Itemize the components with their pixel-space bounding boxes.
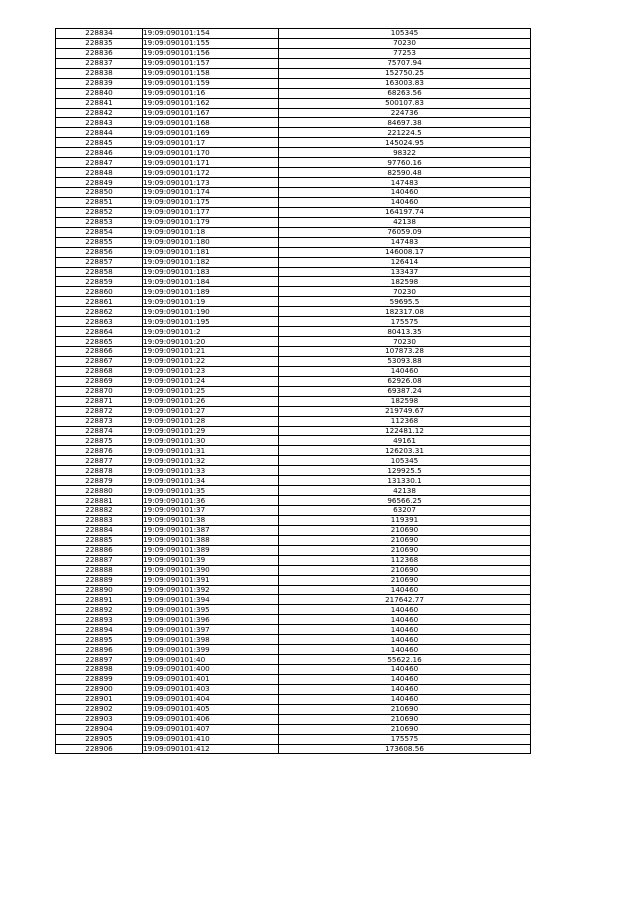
record-id-cell: 228874 [56, 426, 143, 436]
record-id-cell: 228902 [56, 704, 143, 714]
record-id-cell: 228881 [56, 496, 143, 506]
table-row [56, 436, 531, 446]
amount-cell: 49161 [279, 436, 531, 446]
cadastral-number-cell: 19:09:090101:174 [143, 188, 279, 198]
record-id-cell: 228842 [56, 108, 143, 118]
table-row [56, 545, 531, 555]
cadastral-number-cell: 19:09:090101:154 [143, 29, 279, 39]
table-row [56, 217, 531, 227]
cadastral-number-cell: 19:09:090101:25 [143, 386, 279, 396]
amount-cell: 152750.25 [279, 68, 531, 78]
cadastral-number-cell: 19:09:090101:162 [143, 98, 279, 108]
table-row [56, 78, 531, 88]
table-row [56, 724, 531, 734]
record-id-cell: 228866 [56, 347, 143, 357]
cadastral-number-cell: 19:09:090101:395 [143, 605, 279, 615]
amount-cell: 126414 [279, 257, 531, 267]
cadastral-number-cell: 19:09:090101:22 [143, 356, 279, 366]
amount-cell: 96566.25 [279, 496, 531, 506]
record-id-cell: 228858 [56, 267, 143, 277]
table-row [56, 625, 531, 635]
table-row [56, 58, 531, 68]
table-row [56, 684, 531, 694]
record-id-cell: 228884 [56, 525, 143, 535]
table-body [56, 29, 531, 754]
amount-cell: 147483 [279, 178, 531, 188]
amount-cell: 59695.5 [279, 297, 531, 307]
amount-cell: 42138 [279, 217, 531, 227]
record-id-cell: 228871 [56, 396, 143, 406]
record-id-cell: 228845 [56, 138, 143, 148]
amount-cell: 175575 [279, 734, 531, 744]
amount-cell: 53093.88 [279, 356, 531, 366]
cadastral-number-cell: 19:09:090101:34 [143, 476, 279, 486]
record-id-cell: 228867 [56, 356, 143, 366]
table-row [56, 734, 531, 744]
amount-cell: 140460 [279, 605, 531, 615]
amount-cell: 119391 [279, 515, 531, 525]
table-row [56, 327, 531, 337]
table-row [56, 446, 531, 456]
cadastral-number-cell: 19:09:090101:16 [143, 88, 279, 98]
table-row [56, 148, 531, 158]
amount-cell: 210690 [279, 535, 531, 545]
table-row [56, 88, 531, 98]
table-row [56, 38, 531, 48]
cadastral-number-cell: 19:09:090101:189 [143, 287, 279, 297]
table-row [56, 48, 531, 58]
table-row [56, 714, 531, 724]
amount-cell: 70230 [279, 337, 531, 347]
cadastral-number-cell: 19:09:090101:406 [143, 714, 279, 724]
table-row [56, 456, 531, 466]
cadastral-number-cell: 19:09:090101:28 [143, 416, 279, 426]
cadastral-number-cell: 19:09:090101:183 [143, 267, 279, 277]
table-row [56, 376, 531, 386]
record-id-cell: 228856 [56, 247, 143, 257]
record-id-cell: 228846 [56, 148, 143, 158]
table-row [56, 356, 531, 366]
record-id-cell: 228893 [56, 615, 143, 625]
cadastral-number-cell: 19:09:090101:158 [143, 68, 279, 78]
amount-cell: 173608.56 [279, 744, 531, 754]
amount-cell: 210690 [279, 724, 531, 734]
cadastral-number-cell: 19:09:090101:180 [143, 237, 279, 247]
record-id-cell: 228869 [56, 376, 143, 386]
table-row [56, 416, 531, 426]
amount-cell: 42138 [279, 486, 531, 496]
amount-cell: 145024.95 [279, 138, 531, 148]
amount-cell: 210690 [279, 575, 531, 585]
cadastral-number-cell: 19:09:090101:397 [143, 625, 279, 635]
amount-cell: 112368 [279, 555, 531, 565]
amount-cell: 182598 [279, 277, 531, 287]
amount-cell: 122481.12 [279, 426, 531, 436]
amount-cell: 69387.24 [279, 386, 531, 396]
table-row [56, 535, 531, 545]
table-row [56, 744, 531, 754]
table-row [56, 694, 531, 704]
cadastral-number-cell: 19:09:090101:27 [143, 406, 279, 416]
record-id-cell: 228839 [56, 78, 143, 88]
table-row [56, 515, 531, 525]
cadastral-number-cell: 19:09:090101:167 [143, 108, 279, 118]
cadastral-number-cell: 19:09:090101:184 [143, 277, 279, 287]
cadastral-number-cell: 19:09:090101:17 [143, 138, 279, 148]
cadastral-number-cell: 19:09:090101:20 [143, 337, 279, 347]
record-id-cell: 228899 [56, 674, 143, 684]
table-row [56, 297, 531, 307]
amount-cell: 62926.08 [279, 376, 531, 386]
cadastral-number-cell: 19:09:090101:399 [143, 645, 279, 655]
table-row [56, 595, 531, 605]
cadastral-number-cell: 19:09:090101:39 [143, 555, 279, 565]
record-id-cell: 228886 [56, 545, 143, 555]
record-id-cell: 228870 [56, 386, 143, 396]
cadastral-number-cell: 19:09:090101:155 [143, 38, 279, 48]
record-id-cell: 228855 [56, 237, 143, 247]
record-id-cell: 228887 [56, 555, 143, 565]
amount-cell: 146008.17 [279, 247, 531, 257]
amount-cell: 175575 [279, 317, 531, 327]
cadastral-number-cell: 19:09:090101:394 [143, 595, 279, 605]
cadastral-number-cell: 19:09:090101:181 [143, 247, 279, 257]
record-id-cell: 228898 [56, 665, 143, 675]
table-row [56, 615, 531, 625]
amount-cell: 140460 [279, 665, 531, 675]
record-id-cell: 228857 [56, 257, 143, 267]
amount-cell: 63207 [279, 506, 531, 516]
cadastral-number-cell: 19:09:090101:405 [143, 704, 279, 714]
record-id-cell: 228840 [56, 88, 143, 98]
record-id-cell: 228891 [56, 595, 143, 605]
amount-cell: 98322 [279, 148, 531, 158]
cadastral-number-cell: 19:09:090101:2 [143, 327, 279, 337]
cadastral-number-cell: 19:09:090101:33 [143, 466, 279, 476]
amount-cell: 68263.56 [279, 88, 531, 98]
amount-cell: 217642.77 [279, 595, 531, 605]
amount-cell: 126203.31 [279, 446, 531, 456]
amount-cell: 224736 [279, 108, 531, 118]
cadastral-number-cell: 19:09:090101:407 [143, 724, 279, 734]
record-id-cell: 228873 [56, 416, 143, 426]
record-id-cell: 228892 [56, 605, 143, 615]
amount-cell: 140460 [279, 684, 531, 694]
record-id-cell: 228872 [56, 406, 143, 416]
cadastral-number-cell: 19:09:090101:398 [143, 635, 279, 645]
cadastral-number-cell: 19:09:090101:400 [143, 665, 279, 675]
amount-cell: 140460 [279, 645, 531, 655]
table-row [56, 525, 531, 535]
record-id-cell: 228837 [56, 58, 143, 68]
record-id-cell: 228885 [56, 535, 143, 545]
table-row [56, 307, 531, 317]
cadastral-number-cell: 19:09:090101:40 [143, 655, 279, 665]
cadastral-number-cell: 19:09:090101:18 [143, 227, 279, 237]
table-row [56, 138, 531, 148]
cadastral-number-cell: 19:09:090101:392 [143, 585, 279, 595]
cadastral-number-cell: 19:09:090101:173 [143, 178, 279, 188]
record-id-cell: 228903 [56, 714, 143, 724]
cadastral-number-cell: 19:09:090101:169 [143, 128, 279, 138]
record-id-cell: 228882 [56, 506, 143, 516]
cadastral-number-cell: 19:09:090101:23 [143, 366, 279, 376]
cadastral-number-cell: 19:09:090101:35 [143, 486, 279, 496]
amount-cell: 80413.35 [279, 327, 531, 337]
amount-cell: 77253 [279, 48, 531, 58]
amount-cell: 182317.08 [279, 307, 531, 317]
record-id-cell: 228888 [56, 565, 143, 575]
table-row [56, 287, 531, 297]
record-id-cell: 228896 [56, 645, 143, 655]
cadastral-number-cell: 19:09:090101:156 [143, 48, 279, 58]
table-row [56, 645, 531, 655]
amount-cell: 140460 [279, 694, 531, 704]
table-row [56, 158, 531, 168]
table-row [56, 605, 531, 615]
record-id-cell: 228850 [56, 188, 143, 198]
table-row [56, 506, 531, 516]
amount-cell: 70230 [279, 38, 531, 48]
table-row [56, 466, 531, 476]
record-id-cell: 228853 [56, 217, 143, 227]
cadastral-number-cell: 19:09:090101:21 [143, 347, 279, 357]
record-id-cell: 228880 [56, 486, 143, 496]
table-row [56, 674, 531, 684]
record-id-cell: 228897 [56, 655, 143, 665]
table-row [56, 426, 531, 436]
record-id-cell: 228901 [56, 694, 143, 704]
cadastral-number-cell: 19:09:090101:31 [143, 446, 279, 456]
table-row [56, 655, 531, 665]
cadastral-number-cell: 19:09:090101:168 [143, 118, 279, 128]
table-row [56, 406, 531, 416]
amount-cell: 76059.09 [279, 227, 531, 237]
cadastral-number-cell: 19:09:090101:410 [143, 734, 279, 744]
amount-cell: 140460 [279, 625, 531, 635]
record-id-cell: 228904 [56, 724, 143, 734]
record-id-cell: 228859 [56, 277, 143, 287]
table-row [56, 98, 531, 108]
amount-cell: 140460 [279, 635, 531, 645]
table-row [56, 476, 531, 486]
record-id-cell: 228905 [56, 734, 143, 744]
amount-cell: 219749.67 [279, 406, 531, 416]
cadastral-number-cell: 19:09:090101:172 [143, 168, 279, 178]
record-id-cell: 228906 [56, 744, 143, 754]
table-row [56, 178, 531, 188]
amount-cell: 147483 [279, 237, 531, 247]
amount-cell: 131330.1 [279, 476, 531, 486]
record-id-cell: 228844 [56, 128, 143, 138]
amount-cell: 133437 [279, 267, 531, 277]
record-id-cell: 228879 [56, 476, 143, 486]
table-row [56, 277, 531, 287]
amount-cell: 210690 [279, 714, 531, 724]
amount-cell: 140460 [279, 197, 531, 207]
record-id-cell: 228875 [56, 436, 143, 446]
record-id-cell: 228847 [56, 158, 143, 168]
table-row [56, 486, 531, 496]
table-row [56, 108, 531, 118]
record-id-cell: 228865 [56, 337, 143, 347]
cadastral-number-cell: 19:09:090101:404 [143, 694, 279, 704]
amount-cell: 210690 [279, 525, 531, 535]
cadastral-number-cell: 19:09:090101:390 [143, 565, 279, 575]
cadastral-number-cell: 19:09:090101:29 [143, 426, 279, 436]
record-id-cell: 228860 [56, 287, 143, 297]
amount-cell: 210690 [279, 704, 531, 714]
table-row [56, 29, 531, 39]
record-id-cell: 228861 [56, 297, 143, 307]
record-id-cell: 228851 [56, 197, 143, 207]
table-row [56, 227, 531, 237]
cadastral-number-cell: 19:09:090101:175 [143, 197, 279, 207]
table-row [56, 366, 531, 376]
record-id-cell: 228863 [56, 317, 143, 327]
amount-cell: 210690 [279, 565, 531, 575]
amount-cell: 140460 [279, 615, 531, 625]
amount-cell: 164197.74 [279, 207, 531, 217]
record-id-cell: 228877 [56, 456, 143, 466]
table-row [56, 68, 531, 78]
record-id-cell: 228890 [56, 585, 143, 595]
cadastral-number-cell: 19:09:090101:171 [143, 158, 279, 168]
record-id-cell: 228848 [56, 168, 143, 178]
record-id-cell: 228883 [56, 515, 143, 525]
amount-cell: 140460 [279, 188, 531, 198]
amount-cell: 140460 [279, 585, 531, 595]
cadastral-number-cell: 19:09:090101:26 [143, 396, 279, 406]
cadastral-number-cell: 19:09:090101:387 [143, 525, 279, 535]
amount-cell: 210690 [279, 545, 531, 555]
amount-cell: 75707.94 [279, 58, 531, 68]
cadastral-number-cell: 19:09:090101:37 [143, 506, 279, 516]
cadastral-number-cell: 19:09:090101:195 [143, 317, 279, 327]
table-row [56, 247, 531, 257]
cadastral-number-cell: 19:09:090101:396 [143, 615, 279, 625]
amount-cell: 84697.38 [279, 118, 531, 128]
amount-cell: 140460 [279, 366, 531, 376]
record-id-cell: 228894 [56, 625, 143, 635]
record-id-cell: 228900 [56, 684, 143, 694]
amount-cell: 107873.28 [279, 347, 531, 357]
amount-cell: 105345 [279, 456, 531, 466]
cadastral-number-cell: 19:09:090101:24 [143, 376, 279, 386]
amount-cell: 182598 [279, 396, 531, 406]
amount-cell: 82590.48 [279, 168, 531, 178]
record-id-cell: 228889 [56, 575, 143, 585]
table-row [56, 347, 531, 357]
record-id-cell: 228843 [56, 118, 143, 128]
cadastral-number-cell: 19:09:090101:403 [143, 684, 279, 694]
amount-cell: 129925.5 [279, 466, 531, 476]
record-id-cell: 228868 [56, 366, 143, 376]
table-row [56, 386, 531, 396]
table-row [56, 207, 531, 217]
amount-cell: 140460 [279, 674, 531, 684]
record-id-cell: 228878 [56, 466, 143, 476]
cadastral-number-cell: 19:09:090101:179 [143, 217, 279, 227]
table-row [56, 317, 531, 327]
cadastral-number-cell: 19:09:090101:401 [143, 674, 279, 684]
cadastral-number-cell: 19:09:090101:182 [143, 257, 279, 267]
cadastral-number-cell: 19:09:090101:389 [143, 545, 279, 555]
table-row [56, 168, 531, 178]
table-row [56, 267, 531, 277]
cadastral-number-cell: 19:09:090101:170 [143, 148, 279, 158]
cadastral-number-cell: 19:09:090101:32 [143, 456, 279, 466]
table-row [56, 257, 531, 267]
table-row [56, 575, 531, 585]
cadastral-number-cell: 19:09:090101:388 [143, 535, 279, 545]
record-id-cell: 228841 [56, 98, 143, 108]
record-id-cell: 228834 [56, 29, 143, 39]
record-id-cell: 228876 [56, 446, 143, 456]
table-row [56, 118, 531, 128]
table-row [56, 237, 531, 247]
table-row [56, 565, 531, 575]
table-row [56, 704, 531, 714]
amount-cell: 221224.5 [279, 128, 531, 138]
record-id-cell: 228852 [56, 207, 143, 217]
data-table [55, 28, 531, 754]
cadastral-number-cell: 19:09:090101:412 [143, 744, 279, 754]
table-row [56, 555, 531, 565]
record-id-cell: 228862 [56, 307, 143, 317]
table-row [56, 635, 531, 645]
table-row [56, 496, 531, 506]
table-row [56, 197, 531, 207]
record-id-cell: 228849 [56, 178, 143, 188]
amount-cell: 500107.83 [279, 98, 531, 108]
amount-cell: 70230 [279, 287, 531, 297]
table-row [56, 585, 531, 595]
record-id-cell: 228835 [56, 38, 143, 48]
record-id-cell: 228838 [56, 68, 143, 78]
cadastral-number-cell: 19:09:090101:177 [143, 207, 279, 217]
cadastral-number-cell: 19:09:090101:30 [143, 436, 279, 446]
amount-cell: 105345 [279, 29, 531, 39]
amount-cell: 112368 [279, 416, 531, 426]
table-row [56, 665, 531, 675]
cadastral-number-cell: 19:09:090101:391 [143, 575, 279, 585]
cadastral-number-cell: 19:09:090101:159 [143, 78, 279, 88]
table-row [56, 188, 531, 198]
table-row [56, 128, 531, 138]
record-id-cell: 228854 [56, 227, 143, 237]
table-row [56, 337, 531, 347]
amount-cell: 97760.16 [279, 158, 531, 168]
cadastral-number-cell: 19:09:090101:19 [143, 297, 279, 307]
table-row [56, 396, 531, 406]
record-id-cell: 228836 [56, 48, 143, 58]
cadastral-number-cell: 19:09:090101:38 [143, 515, 279, 525]
record-id-cell: 228895 [56, 635, 143, 645]
cadastral-number-cell: 19:09:090101:157 [143, 58, 279, 68]
cadastral-number-cell: 19:09:090101:190 [143, 307, 279, 317]
amount-cell: 163003.83 [279, 78, 531, 88]
amount-cell: 55622.16 [279, 655, 531, 665]
cadastral-number-cell: 19:09:090101:36 [143, 496, 279, 506]
record-id-cell: 228864 [56, 327, 143, 337]
